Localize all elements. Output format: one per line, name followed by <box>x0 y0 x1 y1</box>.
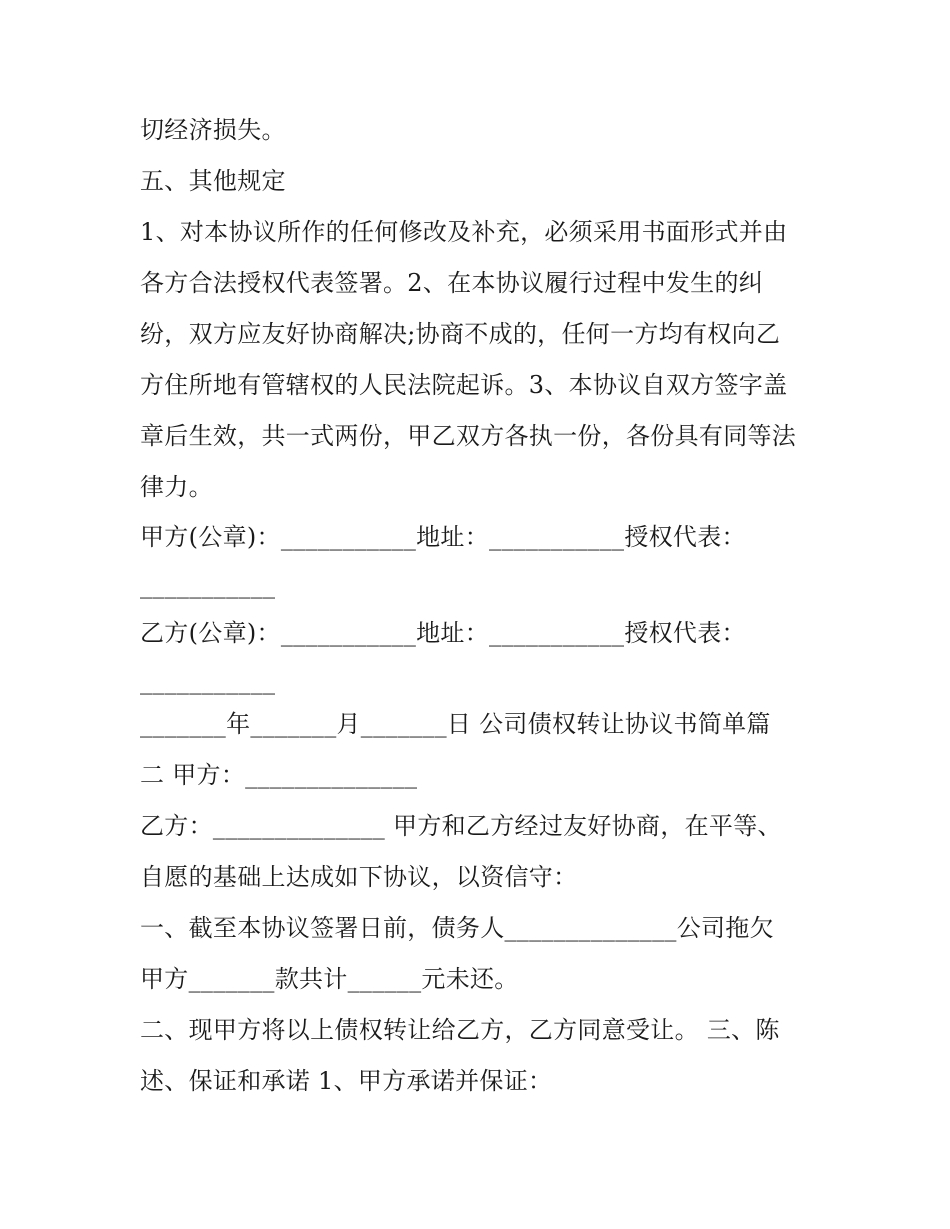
text-line: 切经济损失。 <box>140 116 286 144</box>
clause-one-line: 一、截至本协议签署日前，债务人______________公司拖欠 <box>140 914 774 942</box>
party-b-representative-blank: ___________ <box>140 667 276 695</box>
text-line: 纷，双方应友好协商解决;协商不成的，任何一方均有权向乙 <box>140 320 781 348</box>
section-heading: 五、其他规定 <box>140 167 286 195</box>
date-and-title-line: _______年_______月_______日 公司债权转让协议书简单篇 <box>140 710 771 738</box>
party-a-representative-blank: ___________ <box>140 571 276 599</box>
party-a-line: 二 甲方：______________ <box>140 761 418 789</box>
text-line: 1、对本协议所作的任何修改及补充，必须采用书面形式并由 <box>140 218 788 246</box>
text-line: 述、保证和承诺 1、甲方承诺并保证： <box>140 1067 553 1095</box>
text-line: 方住所地有管辖权的人民法院起诉。3、本协议自双方签字盖 <box>140 371 788 399</box>
text-line: 各方合法授权代表签署。2、在本协议履行过程中发生的纠 <box>140 269 764 297</box>
text-line: 章后生效，共一式两份，甲乙双方各执一份，各份具有同等法 <box>140 422 797 450</box>
text-line: 甲方_______款共计______元未还。 <box>140 965 519 993</box>
party-a-signature-line: 甲方(公章)：___________地址：___________授权代表： <box>140 523 746 551</box>
party-b-signature-line: 乙方(公章)：___________地址：___________授权代表： <box>140 619 746 647</box>
party-b-line: 乙方：______________ 甲方和乙方经过友好协商，在平等、 <box>140 812 782 840</box>
text-line: 自愿的基础上达成如下协议，以资信守： <box>140 863 578 891</box>
text-line: 律力。 <box>140 473 213 501</box>
clause-two-line: 二、现甲方将以上债权转让给乙方，乙方同意受让。 三、陈 <box>140 1016 780 1044</box>
